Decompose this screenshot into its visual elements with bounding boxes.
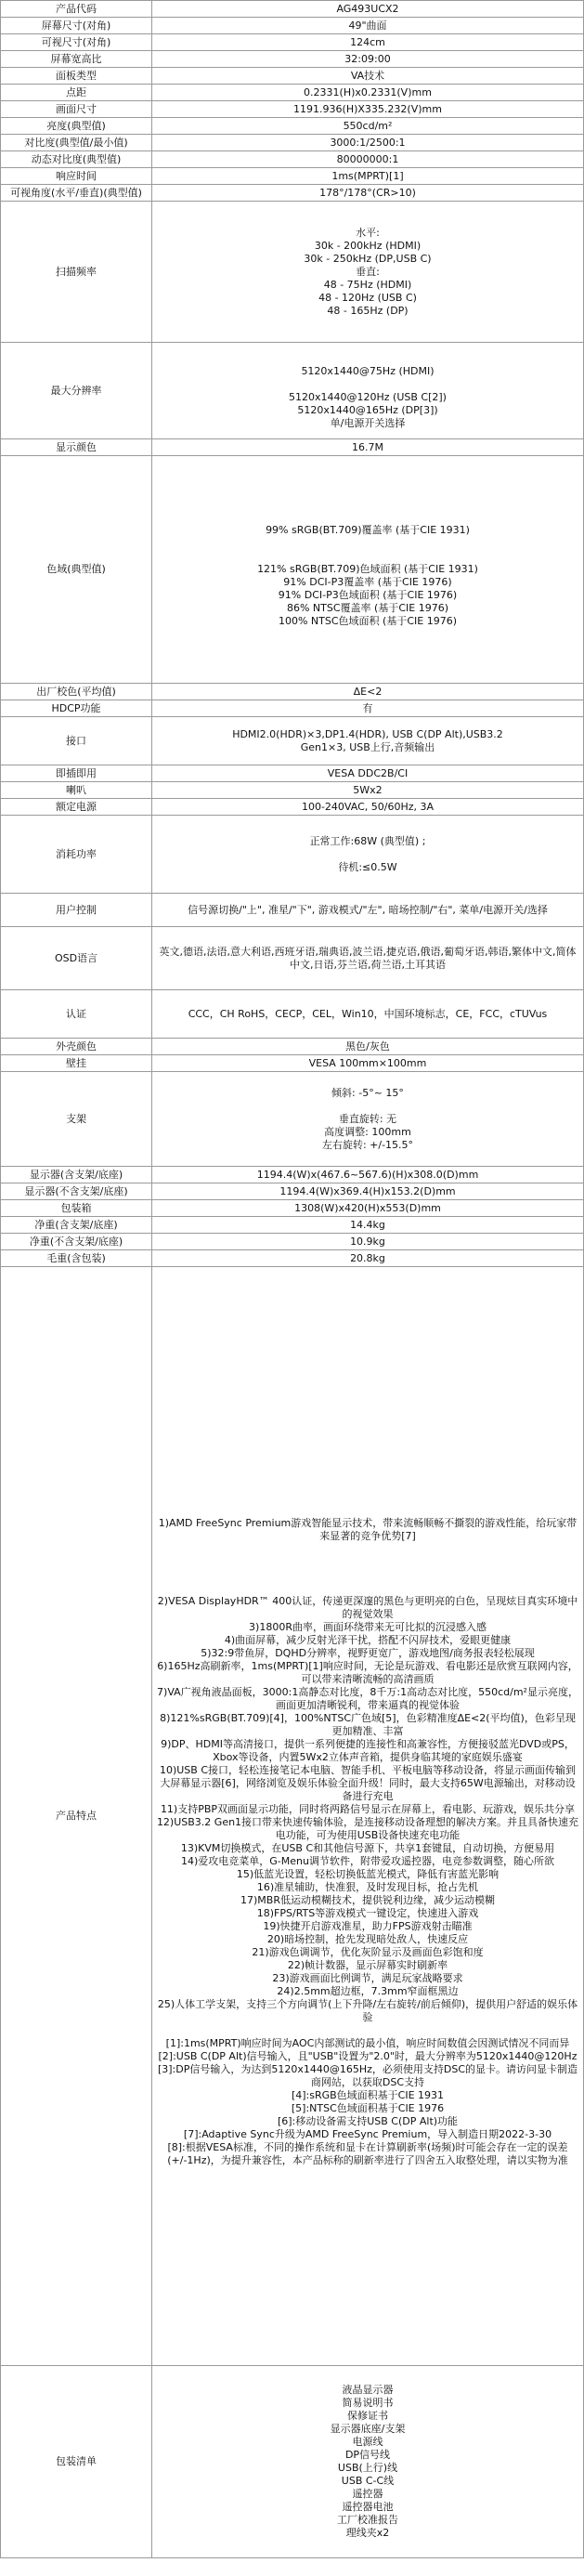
spec-value-line: 左右旋转: +/-15.5° [321,1138,414,1151]
spec-value [152,343,584,439]
spec-label: 点距 [1,85,152,101]
spec-value-line: [8]:根据VESA标准，不同的操作系统和显卡在计算刷新率(场频)时可能会存在一定的误差(+/-1Hz)，为提升兼容性，本产品标称的刷新率进行了四舍五入取整处理，请以实物为准 [167,2141,568,2166]
spec-value-line: 18)FPS/RTS等游戏模式一键设定，快速进入游戏 [256,1907,479,1919]
spec-value-line: 91% DCI-P3色域面积 (基于CIE 1976) [278,589,458,601]
spec-value-line: 49"曲面 [348,19,387,32]
spec-label: 动态对比度(典型值) [1,151,152,168]
spec-value-line: VESA DDC2B/CI [327,766,409,779]
spec-value [152,151,584,168]
spec-value [152,1234,584,1250]
spec-value-line: 20.8kg [350,1251,385,1264]
spec-label: 最大分辨率 [1,343,152,439]
spec-value [152,168,584,185]
spec-row [1,799,584,816]
spec-value-line: 10.9kg [350,1235,385,1248]
spec-label: 色域(典型值) [1,456,152,684]
spec-value [152,927,584,990]
spec-value [152,51,584,68]
spec-value [152,717,584,765]
spec-value [152,1039,584,1055]
spec-value [152,1200,584,1217]
spec-value-line: 5120x1440@120Hz (USB C[2]) [289,390,447,403]
spec-value [152,2366,584,2558]
spec-value-line [155,1543,580,1556]
spec-label: 可视尺寸(对角) [1,34,152,51]
spec-row [1,343,584,439]
spec-label: 产品代码 [1,1,152,18]
spec-value-line: [7]:Adaptive Sync升级为AMD FreeSync Premium，导入制造日期2022-3-30 [183,2128,552,2140]
spec-value-line: 1)AMD FreeSync Premium游戏智能显示技术，带来流畅顺畅不撕裂的游戏性能，给玩家带来显著的竞争优势[7] [158,1517,578,1542]
spec-value-line: 黑色/灰色 [345,1040,390,1053]
spec-label: 扫描频率 [1,202,152,343]
spec-row [1,85,584,101]
spec-value-line [155,537,580,550]
spec-value-line: 14.4kg [350,1218,385,1231]
spec-row [1,1072,584,1167]
spec-value-line: 30k - 200kHz (HDMI) [314,239,422,252]
spec-label: 支架 [1,1072,152,1167]
spec-row [1,202,584,343]
spec-value-line: 显示器底座/支架 [330,2423,406,2435]
spec-value-line [155,2024,580,2037]
spec-row [1,135,584,151]
spec-value-line: [2]:USB C(DP Alt)信号输入，且"USB"设置为"2.0"时，最大分辨率为5120x1440@120Hz [158,2050,578,2062]
spec-label: 包装清单 [1,2366,152,2558]
spec-value-line: 待机:≤0.5W [338,860,397,873]
spec-value-line: 100% NTSC色域面积 (基于CIE 1976) [278,615,457,627]
spec-row [1,700,584,717]
spec-value [152,816,584,894]
spec-value-line: 0.2331(H)x0.2331(V)mm [304,85,432,98]
spec-row [1,439,584,456]
spec-value-line: [3]:DP信号输入，为达到5120x1440@165Hz，必须使用支持DSC的显卡。请访问显卡制造商网站，以获取DSC支持 [157,2063,578,2088]
spec-value-line: 24)2.5mm超边框，7.3mm窄面框黑边 [277,1985,459,1997]
spec-value-line: 15)低蓝光设置，轻松切换低蓝光模式，降低有害蓝光影响 [236,1868,500,1880]
spec-label: 用户控制 [1,894,152,927]
spec-value-line: 13)KVM切换模式，在USB C和其他信号源下，共享1套键鼠，自动切换，方便易用 [180,1842,555,1854]
spec-row [1,684,584,700]
spec-value-line: 遥控器 [352,2488,383,2500]
spec-value-line [155,378,580,391]
spec-value-line: 3000:1/2500:1 [330,136,406,149]
spec-table-body [1,1,584,2558]
spec-value-line [155,848,580,861]
spec-value-line: 3)1800R曲率，画面环绕带来无可比拟的沉浸感入感 [249,1621,487,1633]
spec-value-line: 12)USB3.2 Gen1接口带来快速传输体验，是连接移动设备理想的解决方案。并且具备快速充电功能，可为使用USB设备快速充电功能 [156,1816,579,1841]
spec-value-line: 5120x1440@165Hz (DP[3]) [297,403,438,416]
spec-row [1,765,584,782]
spec-row [1,1267,584,2366]
spec-value [152,1250,584,1267]
spec-value-line: 80000000:1 [336,152,399,165]
spec-value [152,118,584,135]
spec-value-line: [4]:sRGB色域面积基于CIE 1931 [291,2089,445,2101]
spec-value-line: 124cm [350,35,385,48]
spec-value-line [155,550,580,563]
spec-value [152,684,584,700]
spec-value-line: USB C-C线 [341,2475,395,2487]
spec-value-line: 保修证书 [347,2410,388,2422]
spec-value [152,85,584,101]
spec-value [152,202,584,343]
spec-value-line: 23)游戏画面比例调节，满足玩家战略要求 [272,1972,463,1984]
spec-value-line: HDMI2.0(HDR)×3,DP1.4(HDR), USB C(DP Alt),USB3.2 [232,727,503,740]
spec-value-line: 5120x1440@75Hz (HDMI) [301,364,435,377]
spec-value-line: [6]:移动设备需支持USB C(DP Alt)功能 [277,2115,459,2127]
spec-value-line: 液晶显示器 [342,2384,394,2396]
spec-row [1,782,584,799]
spec-row [1,1,584,18]
spec-value-line: [5]:NTSC色域面积基于CIE 1976 [291,2102,445,2114]
spec-row [1,1217,584,1234]
spec-label: 显示器(含支架/底座) [1,1167,152,1183]
spec-value-line: 遥控器电池 [342,2501,394,2513]
spec-row [1,101,584,118]
spec-value-line: 有 [362,701,373,714]
spec-value-line: 水平: [356,226,380,239]
spec-value-line: 5Wx2 [353,783,383,796]
spec-value [152,765,584,782]
spec-label: HDCP功能 [1,700,152,717]
spec-row [1,894,584,927]
spec-value-line: 10)USB C接口，轻松连接笔记本电脑、智能手机、平板电脑等移动设备，将显示画面传输到大屏幕显示器[6]，网络浏览及娱乐体验全面升级！同时，最大支持65W电源输出，对移动设备进行充电 [159,1764,577,1802]
spec-label: OSD语言 [1,927,152,990]
spec-row [1,990,584,1039]
spec-row [1,51,584,68]
spec-value-line: 4)曲面屏幕，减少反射光泽干扰，搭配不闪屏技术，爱眼更健康 [224,1634,512,1646]
spec-label: 认证 [1,990,152,1039]
spec-value-line: 48 - 165Hz (DP) [327,304,409,317]
spec-label: 出厂校色(平均值) [1,684,152,700]
spec-row [1,151,584,168]
spec-label: 包装箱 [1,1200,152,1217]
spec-value-line: 倾斜: -5°~ 15° [331,1086,404,1099]
spec-label: 画面尺寸 [1,101,152,118]
spec-value-line: 工厂校准报告 [337,2514,398,2526]
spec-row [1,18,584,34]
spec-row [1,1200,584,1217]
spec-value-line: 99% sRGB(BT.709)覆盖率 (基于CIE 1931) [266,524,470,536]
spec-value-line [155,1504,580,1517]
spec-value-line: 垂直: [356,265,380,278]
spec-value-line [155,1582,580,1595]
spec-label: 净重(不含支架/底座) [1,1234,152,1250]
spec-label: 响应时间 [1,168,152,185]
spec-label: 显示颜色 [1,439,152,456]
spec-value-line: 48 - 75Hz (HDMI) [323,278,412,291]
spec-label: 消耗功率 [1,816,152,894]
spec-label: 即插即用 [1,765,152,782]
spec-value-line: 32:09:00 [344,52,391,65]
spec-label: 额定电源 [1,799,152,816]
spec-label: 净重(含支架/底座) [1,1217,152,1234]
spec-value-line: 30k - 250kHz (DP,USB C) [304,252,432,265]
spec-label: 喇叭 [1,782,152,799]
spec-value-line: 19)快捷开启游戏准星，助力FPS游戏射击瞄准 [263,1920,473,1932]
spec-row [1,816,584,894]
spec-value-line: 正常工作:68W (典型值) ; [309,834,426,847]
spec-value-line: 1191.936(H)X335.232(V)mm [293,102,442,115]
spec-value-line: 16)准星辅助，快准狠，及时发现目标，抢占先机 [256,1881,479,1893]
spec-value-line: 11)支持PBP双画面显示功能，同时将两路信号显示在屏幕上，看电影、玩游戏，娱乐共分享 [160,1803,576,1815]
spec-value-line: 8)121%sRGB(BT.709)[4]，100%NTSC广色域[5]，色彩精准度ΔE<2(平均值)，色彩呈现更加精准、丰富 [160,1712,576,1737]
spec-label: 亮度(典型值) [1,118,152,135]
spec-label: 屏幕宽高比 [1,51,152,68]
spec-value-line: 21)游戏色调调节，优化灰阶显示及画面色彩饱和度 [252,1946,484,1958]
spec-value-line [155,1465,580,1478]
spec-value-line: 91% DCI-P3覆盖率 (基于CIE 1976) [283,576,452,588]
spec-value-line: CCC，CH RoHS，CECP，CEL，Win10，中国环境标志，CE，FCC，cTUVus [188,1007,548,1020]
spec-row [1,717,584,765]
spec-value [152,135,584,151]
spec-value-line: 高度调整: 100mm [324,1125,411,1138]
spec-value-line [155,1556,580,1569]
spec-value-line: 14)爱攻电竞菜单，G-Menu调节软件，附带爱攻遥控器，电竞参数调整，随心所欲 [181,1855,554,1867]
spec-value-line: 垂直旋转: 无 [338,1112,397,1125]
spec-value [152,1183,584,1200]
spec-row [1,34,584,51]
spec-value-line: 信号源切换/"上", 准星/"下", 游戏模式/"左", 暗场控制/"右", 菜单/电源开关/选择 [188,903,548,916]
spec-value [152,1072,584,1167]
spec-value [152,990,584,1039]
spec-value-line: AG493UCX2 [336,2,399,15]
spec-value-line: 25)人体工学支架，支持三个方向调节(上下升降/左右旋转/前后倾仰)，提供用户舒适的娱乐体验 [157,1998,578,2023]
spec-value-line: 1194.4(W)x(467.6~567.6)(H)x308.0(D)mm [256,1168,479,1181]
spec-value-line [155,352,580,365]
spec-value-line: 简易说明书 [342,2397,394,2409]
spec-value-line: 6)165Hz高刷新率，1ms(MPRT)[1]响应时间，无论是玩游戏、看电影还是欣赏互联网内容，可以带来清晰流畅的高清画质 [157,1660,578,1685]
spec-value-line [155,511,580,524]
spec-value [152,799,584,816]
spec-value [152,1267,584,2366]
spec-label: 接口 [1,717,152,765]
spec-value [152,1217,584,1234]
spec-value [152,782,584,799]
spec-label: 屏幕尺寸(对角) [1,18,152,34]
spec-row [1,2366,584,2558]
spec-value [152,439,584,456]
spec-value [152,1055,584,1072]
spec-value-line: [1]:1ms(MPRT)响应时间为AOC内部测试的最小值，响应时间数值会因测试情况不同而异 [165,2037,570,2049]
spec-label: 显示器(不含支架/底座) [1,1183,152,1200]
spec-value-line: 100-240VAC, 50/60Hz, 3A [301,800,435,813]
spec-value-line: 1ms(MPRT)[1] [331,169,404,182]
spec-label: 产品特点 [1,1267,152,2366]
spec-value-line: 1308(W)x420(H)x553(D)mm [294,1201,441,1214]
spec-value-line: USB(上行)线 [337,2462,398,2474]
spec-value-line: ΔE<2 [353,685,383,698]
spec-value-line: 电源线 [352,2436,383,2448]
spec-row [1,168,584,185]
spec-value [152,68,584,85]
spec-value-line [155,1569,580,1582]
spec-value-line: 2)VESA DisplayHDR™ 400认证，传递更深邃的黑色与更明亮的白色，呈现炫目真实环境中的视觉效果 [157,1595,578,1620]
spec-value-line: 英文,德语,法语,意大利语,西班牙语,瑞典语,波兰语,捷克语,俄语,葡萄牙语,韩语,繁体中文,简体中文,日语,芬兰语,荷兰语,土耳其语 [159,945,577,971]
spec-value-line: 550cd/m² [343,119,393,132]
spec-value [152,1,584,18]
spec-value-line: 7)VA广视角液晶面板，3000:1高静态对比度，8千万:1高动态对比度，550cd/m²显示亮度，画面更加清晰锐利，带来逼真的视觉体验 [157,1686,578,1711]
spec-row [1,1250,584,1267]
spec-row [1,1039,584,1055]
spec-value-line [155,1478,580,1491]
spec-label: 毛重(含包装) [1,1250,152,1267]
spec-value-line: 22)帧计数器，显示屏幕实时刷新率 [287,1959,448,1971]
spec-value [152,894,584,927]
spec-label: 壁挂 [1,1055,152,1072]
spec-value [152,18,584,34]
spec-value-line: 1194.4(W)x369.4(H)x153.2(D)mm [279,1184,456,1197]
spec-label: 面板类型 [1,68,152,85]
spec-value-line: Gen1×3, USB上行,音频输出 [300,740,435,753]
spec-value-line [155,1100,580,1113]
spec-row [1,1167,584,1183]
spec-value-line: VESA 100mm×100mm [308,1056,427,1069]
spec-label: 外壳颜色 [1,1039,152,1055]
spec-value-line: 48 - 120Hz (USB C) [318,291,417,304]
spec-value-line: 16.7M [352,440,383,453]
spec-value-line: 17)MBR低运动模糊技术，提供锐利边缘，减少运动模糊 [240,1894,495,1906]
spec-row [1,456,584,684]
spec-value-line: 理线夹x2 [345,2527,390,2539]
spec-value-line [155,1491,580,1504]
spec-value-line: 178°/178°(CR>10) [319,186,416,199]
spec-row [1,1055,584,1072]
spec-label: 对比度(典型值/最小值) [1,135,152,151]
spec-value-line: 86% NTSC覆盖率 (基于CIE 1976) [286,602,448,614]
spec-value [152,185,584,202]
spec-value-line: 单/电源开关选择 [330,416,406,429]
spec-value-line: 121% sRGB(BT.709)色域面积 (基于CIE 1931) [257,563,478,575]
spec-value-line: 5)32:9带鱼屏，DQHD分辨率，视野更宽广，游戏地图/商务报表轻松展现 [201,1647,535,1659]
spec-value [152,34,584,51]
spec-value-line: 9)DP、HDMI等高清接口，提供一系列便捷的连接性和高兼容性，方便接驳蓝光DVD或PS，Xbox等设备，内置5Wx2立体声音箱，提供身临其境的家庭娱乐盛宴 [161,1738,575,1763]
spec-value [152,101,584,118]
spec-label: 可视角度(水平/垂直)(典型值) [1,185,152,202]
spec-row [1,68,584,85]
spec-row [1,1234,584,1250]
spec-value [152,700,584,717]
spec-value-line: 20)暗场控制，抢先发现暗处敌人，快速反应 [266,1933,469,1945]
spec-row [1,927,584,990]
spec-row [1,185,584,202]
spec-row [1,1183,584,1200]
spec-value [152,1167,584,1183]
spec-row [1,118,584,135]
spec-value-line: VA技术 [350,69,385,82]
spec-value-line: DP信号线 [344,2449,391,2461]
spec-value [152,456,584,684]
